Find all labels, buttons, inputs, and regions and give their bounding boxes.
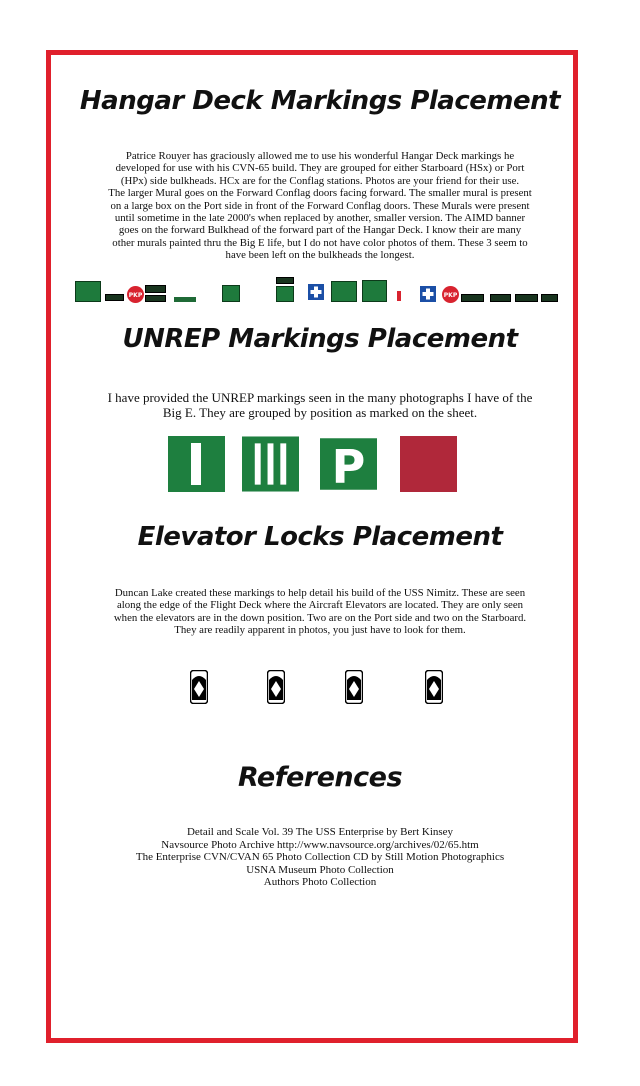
- pkp-badge-icon-2: [441, 286, 460, 303]
- marking-fir-iso: [145, 285, 166, 293]
- hangar-line: The larger Mural goes on the Forward Conflag doors facing forward. The smaller mural is present: [108, 187, 532, 200]
- unrep-line: I have provided the UNREP markings seen in the many photographs I have of the: [107, 390, 533, 405]
- references-list: [0, 826, 640, 889]
- first-aid-icon-2: [420, 286, 436, 302]
- unrep-marker-red: [400, 436, 457, 492]
- unrep-line: Big E. They are grouped by position as marked on the sheet.: [162, 405, 478, 420]
- elevator-lock-icon: [345, 670, 363, 704]
- marking-red-tick: [397, 291, 401, 301]
- hangar-line: goes on the forward Bulkhead of the forward part of the Hangar Deck. I know their are many: [118, 224, 522, 237]
- marking-aess: [515, 294, 538, 302]
- marking-440v: [145, 295, 166, 302]
- hangar-paragraph: [60, 150, 580, 262]
- hangar-line: Patrice Rouyer has graciously allowed me to use his wonderful Hangar Deck markings he: [125, 150, 515, 162]
- unrep-marker-letter-p: [320, 436, 377, 492]
- marking-afff-sta: [276, 286, 294, 302]
- marking-small-green: [174, 297, 196, 302]
- elevator-lock-icon: [425, 670, 443, 704]
- references-title: References: [237, 762, 403, 793]
- elevator-line: when the elevators are in the down position. Two are on the Port side and two on the Starboard.: [113, 611, 527, 624]
- hangar-line: developed for use with his CVN-65 build. They are grouped for either Starboard (HSx) or Port: [115, 162, 525, 175]
- reference-item: Authors Photo Collection: [263, 876, 377, 889]
- unrep-marker-triple-bar: [242, 436, 299, 492]
- unrep-title: UNREP Markings Placement: [122, 324, 518, 354]
- marking-afff-group-3: [362, 280, 387, 302]
- marking-115v: [105, 294, 124, 301]
- elevator-lock-icon: [267, 670, 285, 704]
- marking-440v-top: [276, 277, 294, 284]
- hangar-title: Hangar Deck Markings Placement: [79, 86, 561, 116]
- pkp-label: PKP: [128, 292, 143, 299]
- reference-item: The Enterprise CVN/CVAN 65 Photo Collection CD by Still Motion Photographics: [135, 851, 505, 864]
- pkp-label-2: PKP: [443, 292, 458, 299]
- hangar-line: until sometime in the late 2000's when replaced by another, smaller version. The AIMD banner: [114, 212, 526, 225]
- hangar-line: other murals painted thru the Big E life, but I do not have color photos of them. These 3 seem to: [112, 236, 528, 249]
- marking-afff-group-2: [331, 281, 357, 302]
- elevator-line: Duncan Lake created these markings to help detail his build of the USS Nimitz. These are seen: [114, 587, 526, 599]
- pkp-badge-icon: [126, 286, 145, 303]
- marking-440v-2: [490, 294, 511, 302]
- marking-fir-iso-2: [461, 294, 484, 302]
- unrep-marker-single-bar: [168, 436, 225, 492]
- marking-eye-wash: [222, 285, 240, 302]
- marking-afff-group: [75, 281, 101, 302]
- first-aid-icon: [308, 284, 324, 300]
- elevator-line: They are readily apparent in photos, you just have to look for them.: [174, 624, 466, 637]
- reference-item: Navsource Photo Archive http://www.navsource.org/archives/02/65.htm: [161, 838, 479, 851]
- elevator-lock-icon: [190, 670, 208, 704]
- elevator-line: along the edge of the Flight Deck where the Aircraft Elevators are located. They are only seen: [116, 599, 524, 612]
- unrep-paragraph: [60, 390, 580, 420]
- reference-item: USNA Museum Photo Collection: [246, 863, 394, 876]
- unrep-p-letter: P: [331, 439, 366, 492]
- hangar-line: have been left on the bulkheads the longest.: [225, 249, 415, 262]
- hangar-line: (HPx) side bulkheads. HCx are for the Conflag stations. Photos are your friend for their use.: [120, 174, 520, 187]
- marking-hsv: [541, 294, 558, 302]
- hangar-line: on a large box on the Port side in front of the Forward Conflag doors. These Murals were present: [110, 199, 530, 212]
- elevator-paragraph: [60, 587, 580, 637]
- elevator-title: Elevator Locks Placement: [137, 522, 503, 552]
- reference-item: Detail and Scale Vol. 39 The USS Enterprise by Bert Kinsey: [186, 826, 454, 838]
